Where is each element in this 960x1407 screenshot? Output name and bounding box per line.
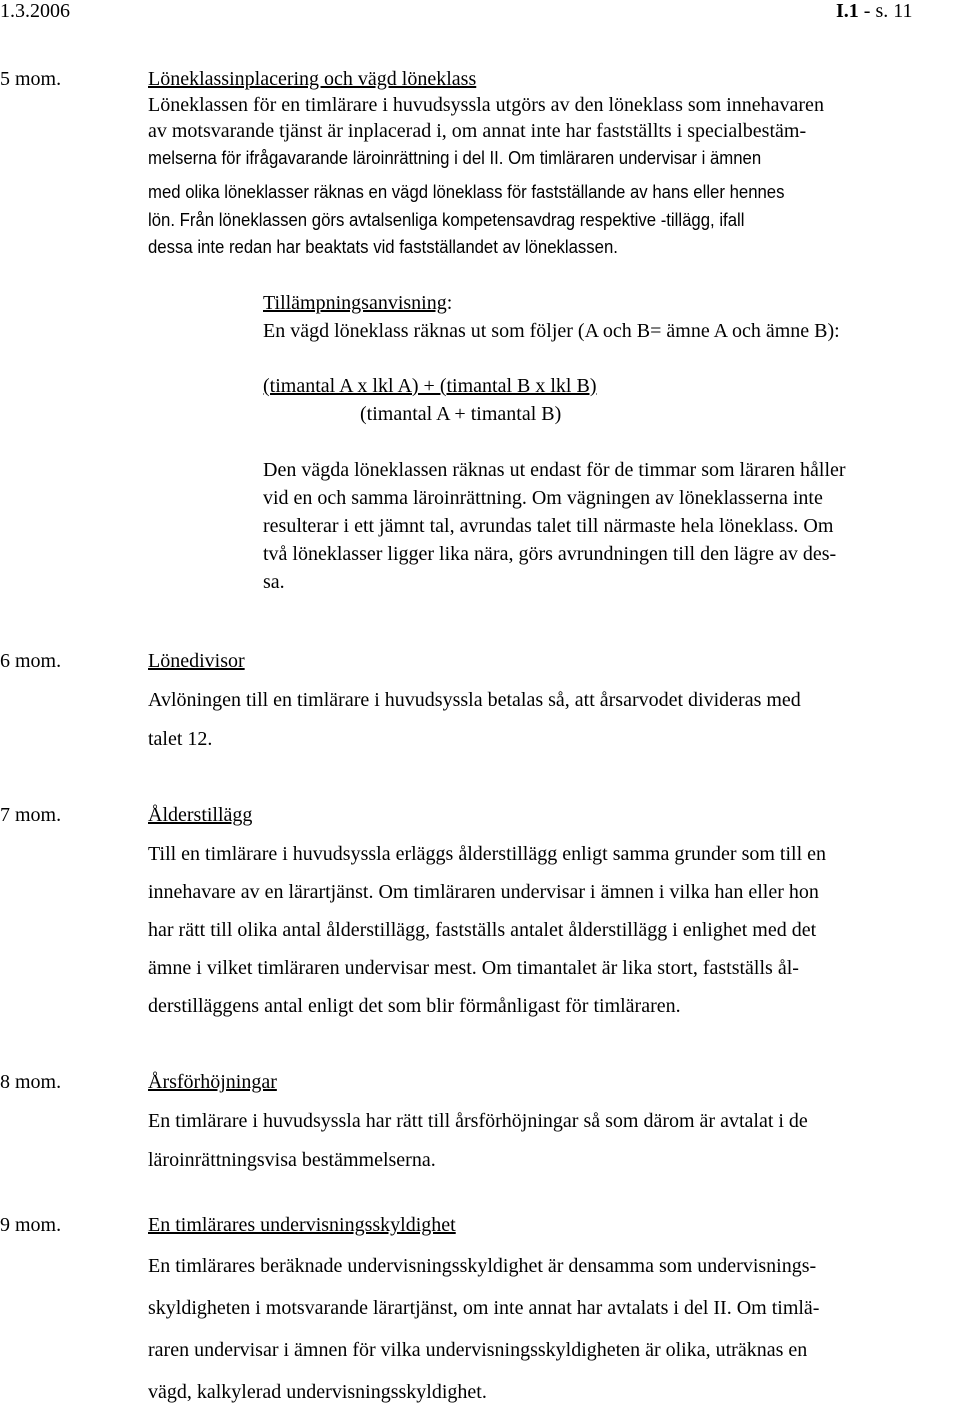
mom5-line: melserna för ifrågavarande läroinrättning i del II. Om timläraren undervisar i ämnen (148, 148, 762, 168)
mom5-line: med olika löneklasser räknas en vägd löneklass för fastställande av hans eller hennes (148, 182, 785, 202)
mom9-line: raren undervisar i ämnen för vilka undervisningsskyldigheten är olika, uträknas en (148, 1339, 808, 1361)
header-section: I.1 (836, 0, 859, 22)
mom9-line: skyldigheten i motsvarande lärartjänst, om inte annat har avtalats i del II. Om timlä- (148, 1297, 820, 1319)
guide-title: Tillämpningsanvisning (263, 292, 447, 314)
mom5-line: lön. Från löneklassen görs avtalsenliga kompetensavdrag respektive -tillägg, ifall (148, 210, 745, 230)
mom9-title: En timlärares undervisningsskyldighet (148, 1214, 456, 1236)
guide-intro: En vägd löneklass räknas ut som följer (A och B= ämne A och ämne B): (263, 320, 840, 342)
mom7-line: ämne i vilket timläraren undervisar mest. Om timantalet är lika stort, fastställs ål- (148, 957, 799, 979)
mom8-title: Årsförhöjningar (148, 1071, 277, 1093)
mom6-number: 6 mom. (0, 650, 62, 672)
header-page-number: - s. 11 (858, 0, 913, 22)
mom6-title: Lönedivisor (148, 650, 245, 672)
mom5-line: dessa inte redan har beaktats vid fastställandet av löneklassen. (148, 237, 618, 257)
mom6-line: Avlöningen till en timlärare i huvudsyssla betalas så, att årsarvodet divideras med (148, 689, 801, 711)
mom9-line: vägd, kalkylerad undervisningsskyldighet. (148, 1381, 487, 1403)
mom7-line: Till en timlärare i huvudsyssla erläggs ålderstillägg enligt samma grunder som till en (148, 843, 827, 865)
guide-line: vid en och samma läroinrättning. Om vägningen av löneklasserna inte (263, 487, 823, 509)
mom7-line: har rätt till olika antal ålderstillägg, fastställs antalet ålderstillägg i enlighet med det (148, 919, 817, 941)
guide-colon: : (446, 292, 453, 314)
mom5-line: av motsvarande tjänst är inplacerad i, om annat inte har fastställts i specialbestäm- (148, 120, 807, 142)
guide-line: sa. (263, 571, 285, 593)
mom6-line: talet 12. (148, 728, 213, 750)
header-page-ref (836, 0, 913, 23)
mom5-number: 5 mom. (0, 68, 62, 90)
mom8-number: 8 mom. (0, 1071, 62, 1093)
header-date: 1.3.2006 (0, 0, 70, 22)
mom5-line: Löneklassen för en timlärare i huvudsyssla utgörs av den löneklass som innehavaren (148, 94, 824, 116)
mom8-line: läroinrättningsvisa bestämmelserna. (148, 1149, 436, 1171)
mom9-line: En timlärares beräknade undervisningsskyldighet är densamma som undervisnings- (148, 1255, 817, 1277)
mom7-line: derstilläggens antal enligt det som blir förmånligast för timläraren. (148, 995, 681, 1017)
mom7-line: innehavare av en lärartjänst. Om timläraren undervisar i ämnen i vilka han eller hon (148, 881, 819, 903)
mom9-number: 9 mom. (0, 1214, 62, 1236)
guide-line: Den vägda löneklassen räknas ut endast för de timmar som läraren håller (263, 459, 846, 481)
formula-denominator: (timantal A + timantal B) (360, 403, 562, 425)
mom8-line: En timlärare i huvudsyssla har rätt till årsförhöjningar så som därom är avtalat i de (148, 1110, 808, 1132)
mom5-title: Löneklassinplacering och vägd löneklass (148, 68, 477, 90)
guide-line: två löneklasser ligger lika nära, görs avrundningen till den lägre av des- (263, 543, 837, 565)
guide-heading (263, 292, 452, 315)
mom7-number: 7 mom. (0, 804, 62, 826)
guide-line: resulterar i ett jämnt tal, avrundas talet till närmaste hela löneklass. Om (263, 515, 834, 537)
mom7-title: Ålderstillägg (148, 804, 253, 826)
formula-numerator: (timantal A x lkl A) + (timantal B x lkl B) (263, 375, 597, 397)
